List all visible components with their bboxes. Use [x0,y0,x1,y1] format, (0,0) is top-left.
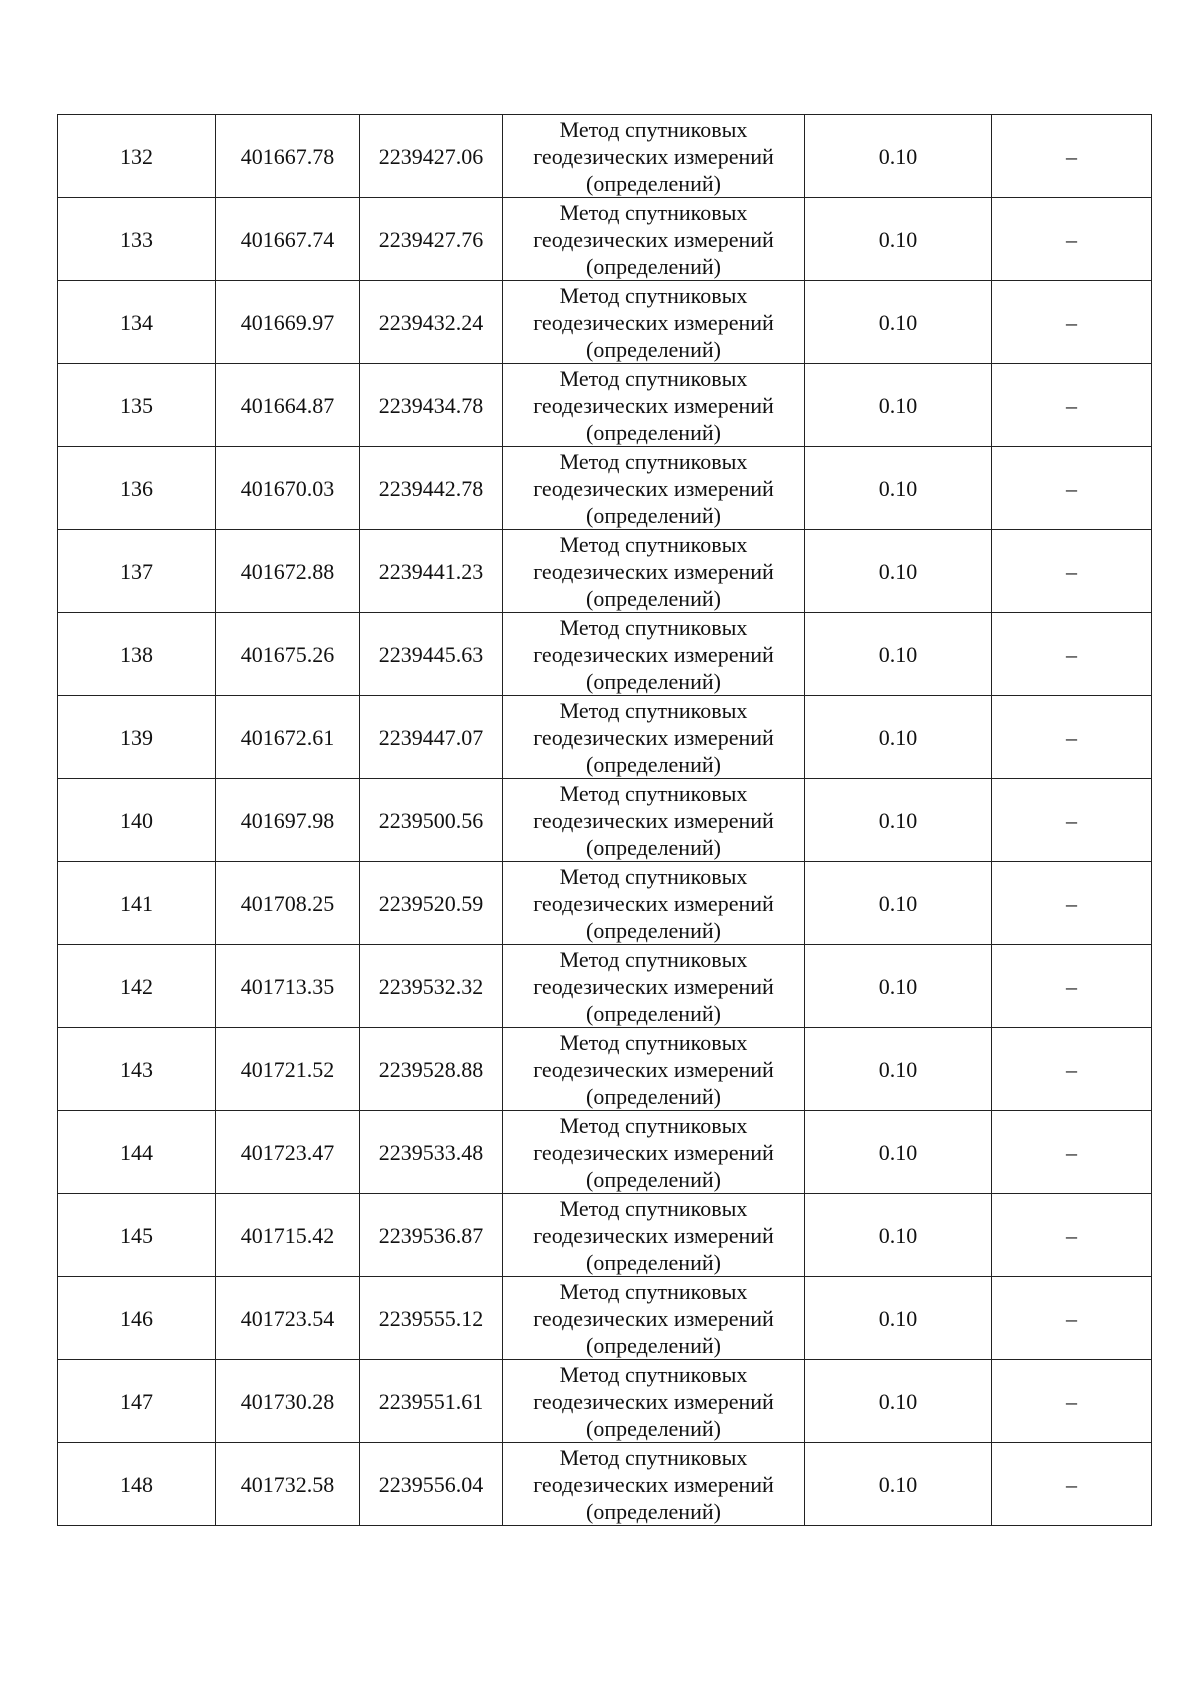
table-row [58,447,1152,530]
method-text-line: (определений) [586,170,721,196]
x-coordinate-cell: 401723.47 [216,1111,360,1194]
table-row [58,115,1152,198]
method-text-line: Метод спутниковых [559,863,748,889]
method-text-line: геодезических измерений [533,226,774,252]
point-number-cell: 139 [58,696,216,779]
table-row [58,779,1152,862]
accuracy-cell: 0.10 [805,447,992,530]
y-coordinate-cell: 2239447.07 [360,696,503,779]
method-text-line: геодезических измерений [533,1305,774,1331]
method-text-line: Метод спутниковых [559,199,748,225]
method-text-line: Метод спутниковых [559,780,748,806]
accuracy-cell: 0.10 [805,364,992,447]
table-row [58,530,1152,613]
method-text-line: Метод спутниковых [559,1361,748,1387]
table-row [58,1360,1152,1443]
method-text-line: геодезических измерений [533,807,774,833]
method-cell [503,198,805,281]
note-cell: – [992,530,1152,613]
method-text-line: геодезических измерений [533,475,774,501]
note-cell: – [992,613,1152,696]
method-text-line: геодезических измерений [533,1139,774,1165]
point-number-cell: 146 [58,1277,216,1360]
note-cell: – [992,1111,1152,1194]
accuracy-cell: 0.10 [805,613,992,696]
method-text-line: Метод спутниковых [559,282,748,308]
method-text-line: Метод спутниковых [559,946,748,972]
y-coordinate-cell: 2239520.59 [360,862,503,945]
x-coordinate-cell: 401672.88 [216,530,360,613]
note-cell: – [992,945,1152,1028]
point-number-cell: 141 [58,862,216,945]
method-text-line: Метод спутниковых [559,1278,748,1304]
point-number-cell: 137 [58,530,216,613]
note-cell: – [992,1028,1152,1111]
point-number-cell: 132 [58,115,216,198]
table-row [58,281,1152,364]
method-text-line: геодезических измерений [533,724,774,750]
method-text-line: Метод спутниковых [559,1444,748,1470]
accuracy-cell: 0.10 [805,1443,992,1526]
x-coordinate-cell: 401730.28 [216,1360,360,1443]
y-coordinate-cell: 2239528.88 [360,1028,503,1111]
x-coordinate-cell: 401713.35 [216,945,360,1028]
note-cell: – [992,696,1152,779]
method-cell [503,115,805,198]
accuracy-cell: 0.10 [805,198,992,281]
table-row [58,945,1152,1028]
coordinates-table [57,114,1152,1526]
method-text-line: (определений) [586,1166,721,1192]
accuracy-cell: 0.10 [805,862,992,945]
y-coordinate-cell: 2239427.06 [360,115,503,198]
method-text-line: геодезических измерений [533,641,774,667]
method-text-line: геодезических измерений [533,890,774,916]
x-coordinate-cell: 401672.61 [216,696,360,779]
x-coordinate-cell: 401715.42 [216,1194,360,1277]
y-coordinate-cell: 2239533.48 [360,1111,503,1194]
method-text-line: (определений) [586,1249,721,1275]
point-number-cell: 145 [58,1194,216,1277]
method-cell [503,1277,805,1360]
x-coordinate-cell: 401675.26 [216,613,360,696]
note-cell: – [992,1194,1152,1277]
y-coordinate-cell: 2239427.76 [360,198,503,281]
method-text-line: Метод спутниковых [559,531,748,557]
point-number-cell: 134 [58,281,216,364]
note-cell: – [992,1443,1152,1526]
table-row [58,1277,1152,1360]
method-text-line: геодезических измерений [533,973,774,999]
table-row [58,862,1152,945]
note-cell: – [992,779,1152,862]
method-cell [503,779,805,862]
accuracy-cell: 0.10 [805,1194,992,1277]
table-row [58,613,1152,696]
y-coordinate-cell: 2239441.23 [360,530,503,613]
method-text-line: (определений) [586,502,721,528]
x-coordinate-cell: 401664.87 [216,364,360,447]
table-row [58,1111,1152,1194]
point-number-cell: 147 [58,1360,216,1443]
method-cell [503,447,805,530]
accuracy-cell: 0.10 [805,696,992,779]
accuracy-cell: 0.10 [805,281,992,364]
table-row [58,696,1152,779]
method-text-line: геодезических измерений [533,1222,774,1248]
accuracy-cell: 0.10 [805,1111,992,1194]
method-text-line: (определений) [586,336,721,362]
method-text-line: Метод спутниковых [559,614,748,640]
method-text-line: геодезических измерений [533,558,774,584]
method-text-line: (определений) [586,1415,721,1441]
note-cell: – [992,1277,1152,1360]
accuracy-cell: 0.10 [805,779,992,862]
point-number-cell: 133 [58,198,216,281]
method-text-line: Метод спутниковых [559,1029,748,1055]
note-cell: – [992,115,1152,198]
accuracy-cell: 0.10 [805,1028,992,1111]
accuracy-cell: 0.10 [805,1360,992,1443]
y-coordinate-cell: 2239434.78 [360,364,503,447]
x-coordinate-cell: 401721.52 [216,1028,360,1111]
note-cell: – [992,198,1152,281]
x-coordinate-cell: 401732.58 [216,1443,360,1526]
point-number-cell: 142 [58,945,216,1028]
method-text-line: (определений) [586,585,721,611]
method-text-line: (определений) [586,1498,721,1524]
method-cell [503,1443,805,1526]
method-text-line: Метод спутниковых [559,697,748,723]
method-cell [503,1111,805,1194]
point-number-cell: 143 [58,1028,216,1111]
method-cell [503,862,805,945]
note-cell: – [992,364,1152,447]
table-row [58,198,1152,281]
method-text-line: (определений) [586,1083,721,1109]
method-cell [503,530,805,613]
method-cell [503,1194,805,1277]
method-cell [503,945,805,1028]
point-number-cell: 140 [58,779,216,862]
y-coordinate-cell: 2239556.04 [360,1443,503,1526]
method-cell [503,696,805,779]
method-cell [503,281,805,364]
point-number-cell: 136 [58,447,216,530]
method-text-line: Метод спутниковых [559,365,748,391]
x-coordinate-cell: 401667.78 [216,115,360,198]
x-coordinate-cell: 401670.03 [216,447,360,530]
method-text-line: Метод спутниковых [559,116,748,142]
method-text-line: (определений) [586,419,721,445]
x-coordinate-cell: 401667.74 [216,198,360,281]
y-coordinate-cell: 2239432.24 [360,281,503,364]
method-text-line: (определений) [586,668,721,694]
method-text-line: (определений) [586,253,721,279]
table-body [58,115,1152,1526]
y-coordinate-cell: 2239555.12 [360,1277,503,1360]
y-coordinate-cell: 2239445.63 [360,613,503,696]
point-number-cell: 138 [58,613,216,696]
method-text-line: геодезических измерений [533,143,774,169]
method-text-line: геодезических измерений [533,1056,774,1082]
method-text-line: Метод спутниковых [559,1195,748,1221]
accuracy-cell: 0.10 [805,945,992,1028]
method-cell [503,613,805,696]
note-cell: – [992,447,1152,530]
y-coordinate-cell: 2239532.32 [360,945,503,1028]
point-number-cell: 148 [58,1443,216,1526]
note-cell: – [992,1360,1152,1443]
method-cell [503,1028,805,1111]
table-row [58,1028,1152,1111]
method-text-line: (определений) [586,1332,721,1358]
method-cell [503,1360,805,1443]
accuracy-cell: 0.10 [805,530,992,613]
method-text-line: Метод спутниковых [559,1112,748,1138]
x-coordinate-cell: 401723.54 [216,1277,360,1360]
method-text-line: геодезических измерений [533,1388,774,1414]
point-number-cell: 135 [58,364,216,447]
method-text-line: (определений) [586,917,721,943]
point-number-cell: 144 [58,1111,216,1194]
method-text-line: геодезических измерений [533,1471,774,1497]
table-row [58,1443,1152,1526]
accuracy-cell: 0.10 [805,1277,992,1360]
y-coordinate-cell: 2239536.87 [360,1194,503,1277]
note-cell: – [992,281,1152,364]
y-coordinate-cell: 2239442.78 [360,447,503,530]
method-text-line: геодезических измерений [533,392,774,418]
method-text-line: (определений) [586,1000,721,1026]
method-text-line: геодезических измерений [533,309,774,335]
y-coordinate-cell: 2239500.56 [360,779,503,862]
x-coordinate-cell: 401708.25 [216,862,360,945]
note-cell: – [992,862,1152,945]
table-row [58,1194,1152,1277]
y-coordinate-cell: 2239551.61 [360,1360,503,1443]
x-coordinate-cell: 401669.97 [216,281,360,364]
method-text-line: Метод спутниковых [559,448,748,474]
x-coordinate-cell: 401697.98 [216,779,360,862]
accuracy-cell: 0.10 [805,115,992,198]
table-row [58,364,1152,447]
method-text-line: (определений) [586,751,721,777]
method-text-line: (определений) [586,834,721,860]
method-cell [503,364,805,447]
